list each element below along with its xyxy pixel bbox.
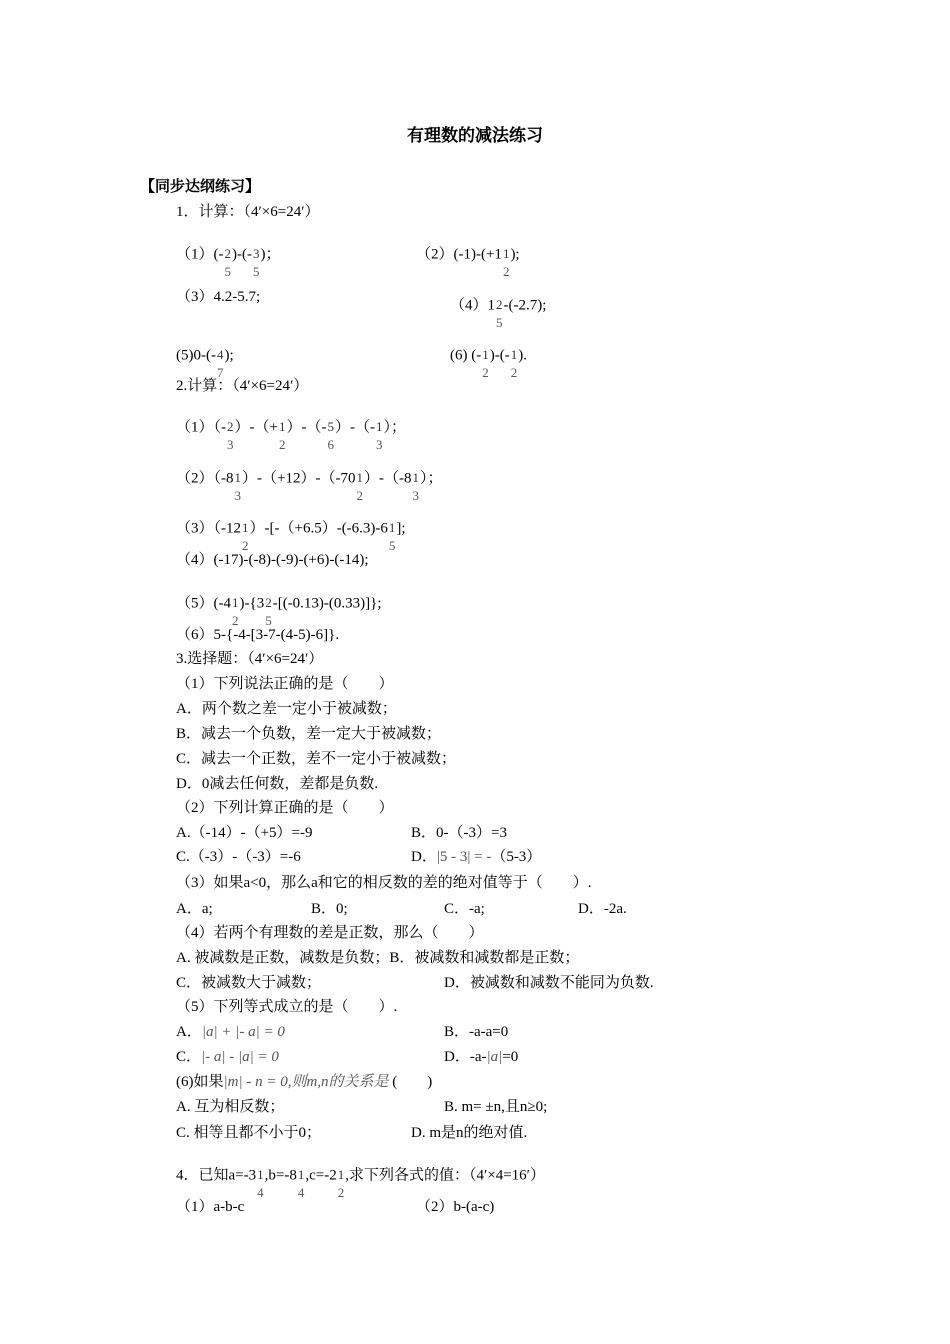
q1-item-4: （4）1 2 5 -(-2.7); xyxy=(450,297,547,330)
q3-p5-stem: （5）下列等式成立的是（ ）. xyxy=(176,999,398,1015)
fraction: 1 3 xyxy=(412,470,419,503)
q3-p6-option-a: A. 互为相反数； xyxy=(176,1099,285,1115)
q1-item-5: (5)0-(- 4 7 ); xyxy=(176,347,234,380)
q3-p2-stem: （2）下列计算正确的是（ ） xyxy=(176,800,394,816)
fraction: 2 5 xyxy=(224,246,231,279)
fraction: 3 5 xyxy=(252,246,260,279)
q2-item-1: （1）（- 2 3 ）-（+ 1 2 ）-（- 5 6 ）-（- 1 3 ）； xyxy=(176,419,406,452)
q2-item-5: （5）(-4 1 2 )-{3 2 5 -[(-0.13)-(0.33)]}; xyxy=(176,595,382,628)
q1-item-6: (6) (- 1 2 )-(- 1 2 ). xyxy=(450,347,527,380)
q3-heading: 3.选择题：（4′×6=24′） xyxy=(176,651,324,667)
q2-item-6: （6）5-{-4-[3-7-(4-5)-6]}. xyxy=(176,627,340,643)
fraction: 1 4 xyxy=(297,1167,305,1200)
fraction: 2 5 xyxy=(265,595,272,628)
q2-item-3: （3）（-12 1 2 ）-[-（+6.5）-(-6.3)-6 1 5 ]; xyxy=(176,520,406,553)
q3-p3-option-d: D．-2a. xyxy=(578,901,627,917)
q2-heading: 2.计算：（4′×6=24′） xyxy=(176,378,309,394)
q3-p1-option-a: A．两个数之差一定小于被减数； xyxy=(176,701,397,717)
fraction: 1 3 xyxy=(375,419,383,452)
q3-p5-option-c: C．|- a| - |a| = 0 xyxy=(176,1049,279,1065)
fraction: 1 3 xyxy=(234,470,241,503)
q1-item-1: （1）(- 2 5 )-(- 3 5 )； xyxy=(176,246,281,279)
q2-item-2: （2）（-8 1 3 ）-（+12）-（-70 1 2 ）-（-8 1 3 ）； xyxy=(176,470,443,503)
q2-item-4: （4）(-17)-(-8)-(-9)-(+6)-(-14); xyxy=(176,552,369,568)
q3-p1-option-d: D．0减去任何数，差都是负数. xyxy=(176,776,379,792)
q3-p3-option-a: A．a; xyxy=(176,901,213,917)
fraction: 1 2 xyxy=(337,1167,345,1200)
q1-item-2: （2）(-1)-(+1 1 2 ); xyxy=(416,246,520,279)
fraction: 1 2 xyxy=(356,470,363,503)
q3-p2-option-a: A.（-14）-（+5）=-9 xyxy=(176,825,313,841)
fraction: 1 2 xyxy=(510,347,518,380)
q4-heading: 4．已知a=-3 1 4 ,b=-8 1 4 ,c=-2 1 2 ,求下列各式的值：（4′×4=16′） xyxy=(176,1167,545,1200)
q3-p6-option-c: C. 相等且都不小于0； xyxy=(176,1125,322,1141)
fraction: 4 7 xyxy=(216,347,224,380)
q3-p5-option-b: B．-a-a=0 xyxy=(444,1024,509,1040)
q3-p1-option-c: C．减去一个正数，差不一定小于被减数； xyxy=(176,751,457,767)
q3-p4-option-ab: A. 被减数是正数，减数是负数；B．被减数和减数都是正数； xyxy=(176,950,580,966)
fraction: 2 3 xyxy=(227,419,234,452)
section-heading: 【同步达纲练习】 xyxy=(140,179,261,195)
fraction: 1 2 xyxy=(502,246,510,279)
q3-p5-option-d: D．-a-|a|=0 xyxy=(444,1049,519,1065)
fraction: 2 5 xyxy=(496,297,503,330)
q3-p2-option-c: C.（-3）-（-3）=-6 xyxy=(176,849,301,865)
fraction: 1 2 xyxy=(242,520,249,553)
fraction: 1 2 xyxy=(482,347,489,380)
q3-p1-stem: （1）下列说法正确的是（ ） xyxy=(176,676,394,692)
q3-p4-option-d: D．被减数和减数不能同为负数. xyxy=(444,975,654,991)
fraction: 1 2 xyxy=(232,595,239,628)
fraction: 1 2 xyxy=(278,419,286,452)
q3-p3-option-c: C．-a; xyxy=(444,901,485,917)
q3-p3-stem: （3）如果a<0，那么a和它的相反数的差的绝对值等于（ ）. xyxy=(176,875,592,891)
q3-p3-option-b: B．0; xyxy=(311,901,348,917)
page-title: 有理数的减法练习 xyxy=(407,126,543,145)
q3-p4-stem: （4）若两个有理数的差是正数，那么（ ） xyxy=(176,925,484,941)
q3-p4-option-c: C．被减数大于减数； xyxy=(176,975,322,991)
fraction: 1 5 xyxy=(388,520,396,553)
q1-heading: 1．计算：（4′×6=24′） xyxy=(176,204,320,220)
q3-p2-option-d: D．|5 - 3| = -（5-3） xyxy=(411,849,542,865)
q1-item-3: （3）4.2-5.7; xyxy=(176,289,261,305)
q4-item-1: （1）a-b-c xyxy=(176,1199,245,1215)
fraction: 1 4 xyxy=(257,1167,264,1200)
q3-p6-stem: (6)如果|m| - n = 0,则m,n的关系是 ( ) xyxy=(176,1074,433,1090)
q3-p1-option-b: B．减去一个负数，差一定大于被减数； xyxy=(176,726,442,742)
q4-item-2: （2）b-(a-c) xyxy=(416,1199,495,1215)
fraction: 5 6 xyxy=(327,419,334,452)
q3-p6-option-d: D. m是n的绝对值. xyxy=(411,1125,528,1141)
q3-p6-option-b: B. m= ±n,且n≥0; xyxy=(444,1099,548,1115)
q3-p2-option-b: B．0-（-3）=3 xyxy=(411,825,507,841)
q3-p5-option-a: A．|a| + |- a| = 0 xyxy=(176,1024,285,1040)
